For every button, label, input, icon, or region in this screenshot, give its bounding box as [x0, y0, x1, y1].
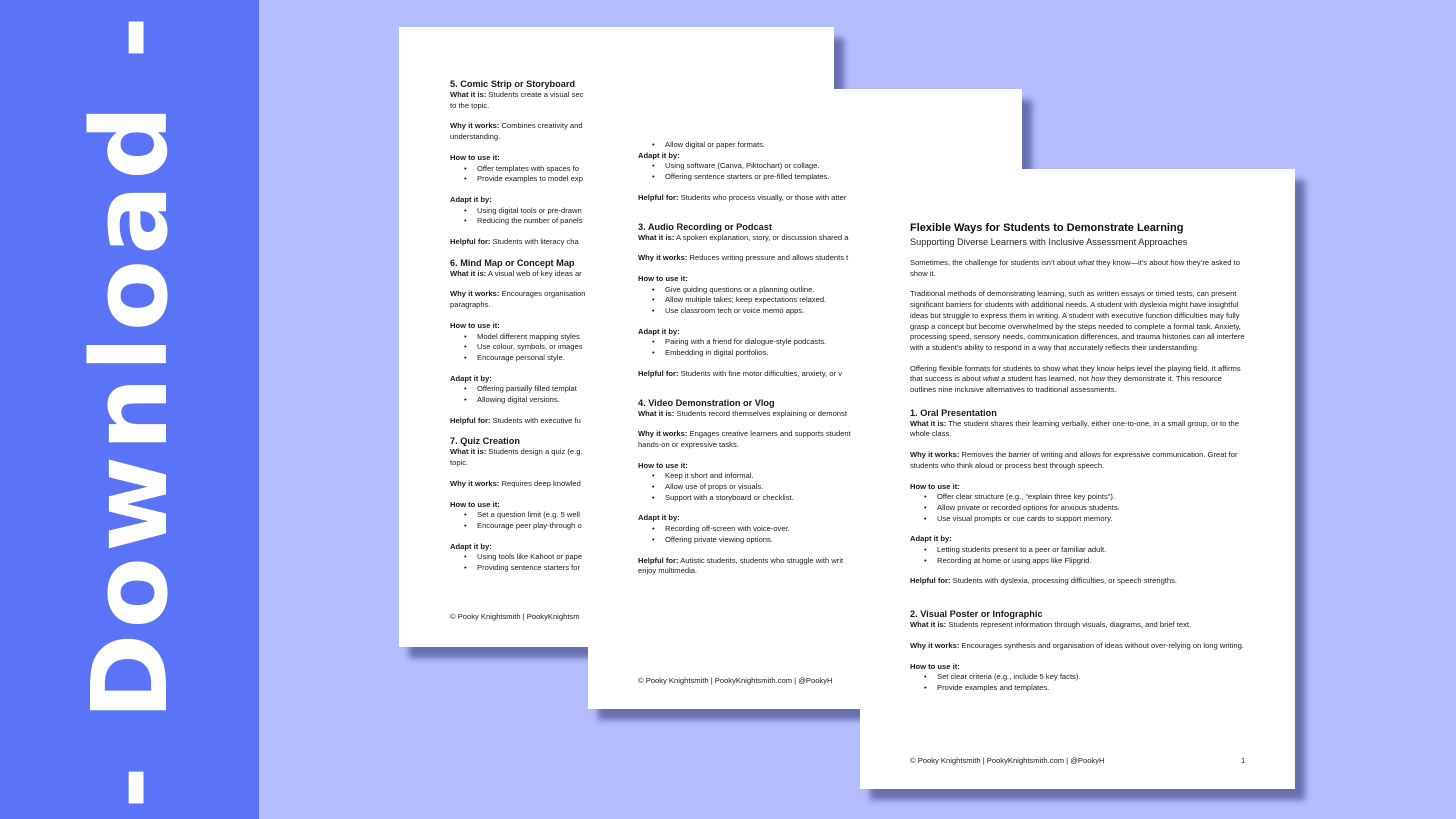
adapt-label: Adapt it by: [450, 373, 492, 383]
label: What it is: [450, 268, 487, 278]
text: they demonstrate it. This resource outlines nine inclusive alternatives to traditional assessments. [910, 374, 1222, 395]
helpful-text: Students who process visually, or those with atter [680, 192, 847, 202]
label: What it is: [450, 447, 487, 457]
adapt-label: Adapt it by: [638, 150, 680, 160]
intro-paragraph [910, 258, 1250, 279]
section-title: 7. Quiz Creation [450, 436, 520, 447]
list-item: • Allowing digital versions. [450, 395, 810, 406]
document-title: Flexible Ways for Students to Demonstrate Learning [910, 222, 1184, 234]
how-label: How to use it: [450, 320, 500, 330]
list-item: • Letting students present to a peer or familiar adult. [910, 545, 1250, 556]
list-item: • Recording at home or using apps like Flipgrid. [910, 556, 1250, 567]
adapt-list [910, 545, 1250, 566]
helpful-text: Students with literacy cha [492, 237, 579, 247]
top-list [638, 140, 998, 151]
why-text: Combines creativity and [501, 121, 583, 131]
list-item: • Reducing the number of panels [450, 216, 810, 227]
page-footer: © Pooky Knightsmith | PookyKnightsmith.com | @PookyH [910, 756, 1105, 765]
section-title: 4. Video Demonstration or Vlog [638, 397, 775, 408]
section-why-extra: paragraphs. [450, 300, 491, 310]
label: Why it works: [450, 121, 500, 131]
section-what [910, 620, 1250, 631]
list-item: • Encourage peer play-through o [450, 521, 810, 532]
label: What it is: [638, 408, 675, 418]
list-item: • Support with a storyboard or checklist. [638, 493, 998, 504]
why-text: Requires deep knowled [501, 478, 581, 488]
how-label: How to use it: [638, 273, 688, 283]
what-text: The student shares their learning verbally, either one-to-one, in a small group, or to the whole class. [910, 418, 1239, 439]
section-title: 2. Visual Poster or Infographic [910, 609, 1043, 620]
download-banner[interactable] [0, 0, 259, 819]
text: a student has learned, not [999, 374, 1092, 384]
section-title: 3. Audio Recording or Podcast [638, 221, 772, 232]
what-text: Students represent information through visuals, diagrams, and brief text. [948, 620, 1192, 630]
section-title: 6. Mind Map or Concept Map [450, 257, 575, 268]
list-item: • Allow use of props or visuals. [638, 482, 998, 493]
emphasis: how [1091, 374, 1106, 384]
page-number: 1 [1241, 756, 1246, 765]
how-label: How to use it: [910, 481, 960, 491]
adapt-label: Adapt it by: [910, 534, 952, 544]
text: they know—it’s about how they’re asked to show it. [910, 258, 1240, 278]
helpful-text: Autistic students, students who struggle with writ [680, 555, 844, 565]
list-item: • Offering private viewing options. [638, 535, 998, 546]
what-text: Students design a quiz (e.g. [488, 447, 583, 457]
how-label: How to use it: [450, 499, 500, 509]
how-label: How to use it: [450, 152, 500, 162]
helpful-text: Students with fine motor difficulties, anxiety, or v [680, 368, 842, 378]
section-what [910, 419, 1250, 440]
what-text: A visual web of key ideas ar [487, 268, 582, 278]
list-item: • Using digital tools or pre-drawn [450, 206, 810, 217]
list-item: • Allow digital or paper formats. [638, 140, 998, 151]
list-item: • Use classroom tech or voice memo apps. [638, 306, 998, 317]
helpful-text: Students with dyslexia, processing difficulties, or speech strengths. [952, 576, 1178, 586]
list-item: • Embedding in digital portfolios. [638, 348, 998, 359]
text: Sometimes, the challenge for students isn’t about [910, 258, 1079, 267]
list-item: • Provide examples to model exp [450, 174, 810, 185]
label: Helpful for: [638, 368, 679, 378]
why-text: Removes the barrier of writing and allows for expressive communication. Great for students who think aloud or process best through speech. [910, 450, 1238, 470]
emphasis: what [1078, 258, 1095, 267]
list-item: • Using software (Canva, Piktochart) or collage. [638, 161, 998, 172]
text: Offering flexible formats for students to show what they know helps level the playing field. It affirms that success is about [910, 363, 1241, 384]
list-item: • Allow multiple takes; keep expectations relaxed. [638, 295, 998, 306]
label: Helpful for: [638, 555, 679, 565]
how-label: How to use it: [638, 460, 688, 470]
why-text: Engages creative learners and supports student [689, 429, 851, 439]
what-text: Students create a visual sec [488, 90, 584, 99]
label: What it is: [450, 90, 487, 99]
list-item: • Encourage personal style. [450, 353, 810, 364]
why-text: Encourages organisation [501, 289, 586, 299]
list-item: • Pairing with a friend for dialogue-style podcasts. [638, 337, 998, 348]
list-item: • Offer templates with spaces fo [450, 164, 810, 175]
list-item: • Set a question limit (e.g. 5 well [450, 510, 810, 521]
helpful-text: Students with executive fu [492, 415, 581, 425]
label: What it is: [638, 232, 675, 242]
label: Helpful for: [638, 192, 679, 202]
section-what-extra: topic. [450, 458, 469, 468]
label: Why it works: [450, 289, 500, 299]
list-item: • Allow private or recorded options for anxious students. [910, 503, 1250, 514]
label: Helpful for: [910, 576, 951, 586]
how-list [910, 672, 1250, 693]
how-label: How to use it: [910, 661, 960, 671]
download-banner-text: - Download - [68, 10, 191, 809]
section-why-extra: hands-on or expressive tasks. [638, 439, 739, 449]
list-item: • Recording off-screen with voice-over. [638, 524, 998, 535]
why-text: Reduces writing pressure and allows students t [689, 253, 849, 263]
list-item: • Use colour, symbols, or images [450, 342, 810, 353]
page-footer: © Pooky Knightsmith | PookyKnightsm [450, 612, 580, 621]
section-why [910, 641, 1250, 652]
label: Helpful for: [450, 415, 491, 425]
list-item: • Give guiding questions or a planning outline. [638, 285, 998, 296]
section-title: 1. Oral Presentation [910, 407, 997, 418]
list-item: • Set clear criteria (e.g., include 5 key facts). [910, 672, 1250, 683]
list-item: • Keep it short and informal. [638, 471, 998, 482]
why-text: Encourages synthesis and organisation of ideas without over-relying on long writing. [961, 640, 1244, 650]
section-why [910, 450, 1250, 471]
document-page-front [860, 169, 1295, 789]
label: Helpful for: [450, 237, 491, 247]
label: Why it works: [910, 450, 960, 460]
list-item: • Offering sentence starters or pre-filled templates. [638, 172, 998, 183]
intro-paragraph [910, 364, 1250, 396]
intro-paragraph: Traditional methods of demonstrating learning, such as written essays or timed tests, can present significant barriers for students with additional needs. A student with dyslexia might have insightful ideas but struggle to express them in writing. A student with executive function difficulties may fully grasp a concept but become overwhelmed by the steps needed to complete a formal task. Anxiety, processing speed, sensory needs, communication differences, and trauma histories can all interfere with a student’s ability to respond in a way that accurately reflects their understanding. [910, 289, 1245, 352]
section-why-extra: understanding. [450, 132, 501, 142]
page-footer: © Pooky Knightsmith | PookyKnightsmith.com | @PookyH [638, 676, 833, 685]
document-subtitle: Supporting Diverse Learners with Inclusive Assessment Approaches [910, 237, 1188, 247]
label: What it is: [910, 620, 947, 630]
list-item: • Use visual prompts or cue cards to support memory. [910, 514, 1250, 525]
section-what-extra: to the topic. [450, 100, 490, 110]
label: Why it works: [638, 253, 688, 263]
list-item: • Model different mapping styles [450, 332, 810, 343]
section-helpful-extra: enjoy multimedia. [638, 566, 698, 576]
emphasis: what [983, 374, 1000, 384]
label: Why it works: [450, 478, 500, 488]
label: What it is: [910, 418, 947, 428]
adapt-label: Adapt it by: [638, 513, 680, 523]
section-helpful [910, 576, 1250, 587]
what-text: A spoken explanation, story, or discussion shared a [675, 232, 849, 242]
list-item: • Offering partially filled templat [450, 384, 810, 395]
adapt-label: Adapt it by: [450, 194, 492, 204]
page-content [910, 221, 1250, 704]
section-title: 5. Comic Strip or Storyboard [450, 79, 576, 89]
how-list [910, 492, 1250, 524]
adapt-label: Adapt it by: [450, 541, 492, 551]
label: Why it works: [910, 640, 960, 650]
what-text: Students record themselves explaining or demonst [676, 408, 847, 418]
label: Why it works: [638, 429, 688, 439]
list-item: • Providing sentence starters for [450, 563, 810, 574]
list-item: • Provide examples and templates. [910, 683, 1250, 694]
list-item: • Using tools like Kahoot or pape [450, 552, 810, 563]
adapt-label: Adapt it by: [638, 326, 680, 336]
list-item: • Offer clear structure (e.g., “explain three key points”). [910, 492, 1250, 503]
